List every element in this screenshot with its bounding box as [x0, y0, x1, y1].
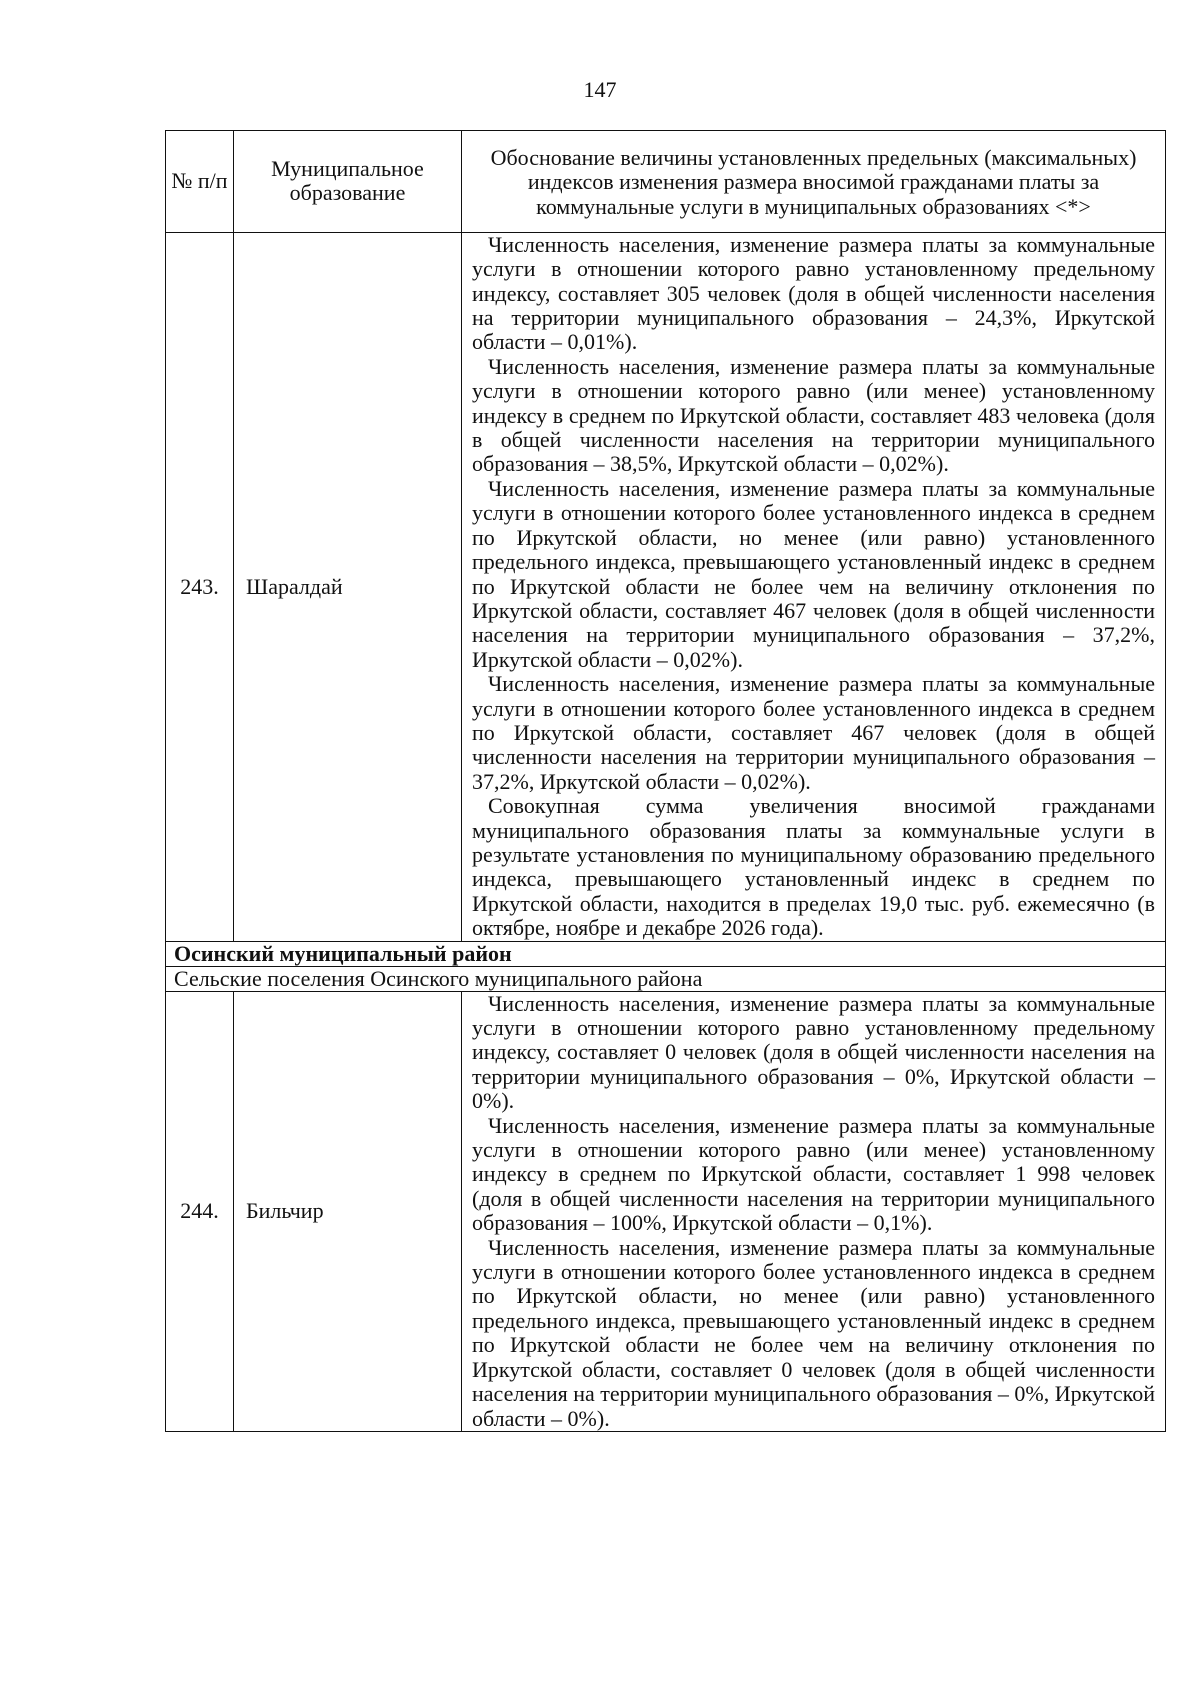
row-basis: [462, 991, 1166, 1431]
district-title: Осинский муниципальный район: [166, 941, 1166, 966]
basis-paragraph: Численность населения, изменение размера платы за коммунальные услуги в отношении которого равно (или менее) установленному индексу в среднем по Иркутской области, составляет 483 человека (доля в общей численности населения на территории муниципального образования – 38,5%, Иркутской области – 0,02%).: [472, 353, 1155, 477]
header-basis: Обоснование величины установленных предельных (максимальных) индексов изменения размера вносимой гражданами платы за коммунальные услуги в муниципальных образованиях <*>: [462, 131, 1166, 233]
header-municipality: Муниципальное образование: [234, 131, 462, 233]
district-row: [166, 941, 1166, 966]
row-number: 244.: [166, 991, 234, 1431]
basis-paragraph: Численность населения, изменение размера платы за коммунальные услуги в отношении которого более установленного индекса в среднем по Иркутской области, но менее (или равно) установленного предельного индекса, превышающего установленный индекс в среднем по Иркутской области не более чем на величину отклонения по Иркутской области, составляет 467 человек (доля в общей численности населения на территории муниципального образования – 37,2%, Иркутской области – 0,02%).: [472, 475, 1155, 672]
subsection-row: [166, 966, 1166, 991]
basis-paragraph: Численность населения, изменение размера платы за коммунальные услуги в отношении которого более установленного индекса в среднем по Иркутской области, но менее (или равно) установленного предельного индекса, превышающего установленный индекс в среднем по Иркутской области не более чем на величину отклонения по Иркутской области, составляет 0 человек (доля в общей численности населения на территории муниципального образования – 0%, Иркутской области – 0%).: [472, 1234, 1155, 1431]
basis-paragraph: Численность населения, изменение размера платы за коммунальные услуги в отношении которого более установленного индекса в среднем по Иркутской области, составляет 467 человек (доля в общей численности населения на территории муниципального образования – 37,2%, Иркутской области – 0,02%).: [472, 671, 1155, 794]
basis-paragraph: Численность населения, изменение размера платы за коммунальные услуги в отношении которого равно установленному предельному индексу, составляет 0 человек (доля в общей численности населения на территории муниципального образования – 0%, Иркутской области – 0%).: [472, 990, 1155, 1114]
subsection-title: Сельские поселения Осинского муниципального района: [166, 966, 1166, 991]
row-number: 243.: [166, 232, 234, 941]
basis-paragraph: Численность населения, изменение размера платы за коммунальные услуги в отношении которого равно установленному предельному индексу, составляет 305 человек (доля в общей численности населения на территории муниципального образования – 24,3%, Иркутской области – 0,01%).: [472, 231, 1155, 355]
page-number: 147: [583, 77, 617, 102]
table-header-row: [166, 131, 1166, 233]
basis-paragraph: Совокупная сумма увеличения вносимой гражданами муниципального образования платы за коммунальные услуги в результате установления по муниципальному образованию предельного индекса, превышающего установленный индекс в среднем по Иркутской области, находится в пределах 19,0 тыс. руб. ежемесячно (в октябре, ноябре и декабре 2026 года).: [472, 793, 1155, 941]
table-row: [166, 991, 1166, 1431]
row-basis: [462, 232, 1166, 941]
table-row: [166, 232, 1166, 941]
header-number: № п/п: [166, 131, 234, 233]
basis-paragraph: Численность населения, изменение размера платы за коммунальные услуги в отношении которого равно (или менее) установленному индексу в среднем по Иркутской области, составляет 1 998 человек (доля в общей численности населения на территории муниципального образования – 100%, Иркутской области – 0,1%).: [472, 1112, 1155, 1236]
row-municipality: Бильчир: [234, 991, 462, 1431]
index-justification-table: [165, 130, 1166, 1432]
row-municipality: Шаралдай: [234, 232, 462, 941]
